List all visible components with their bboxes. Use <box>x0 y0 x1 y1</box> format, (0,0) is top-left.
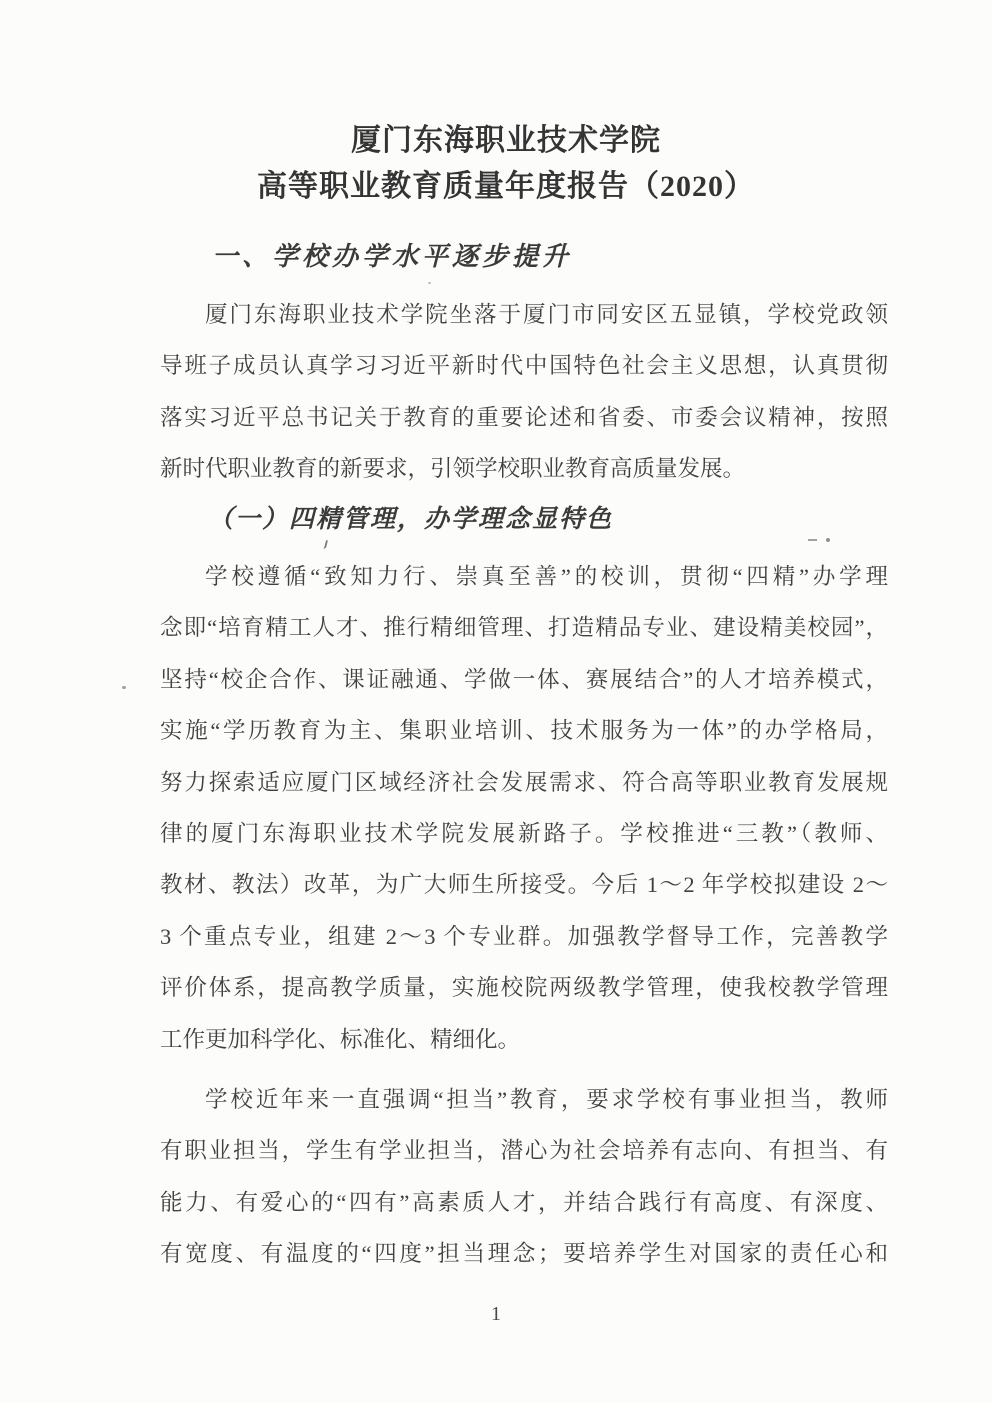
text-line: 能力、有爱心的“四有”高素质人才，并结合践行有高度、有深度、 <box>160 1189 888 1215</box>
text-line: 导班子成员认真学习习近平新时代中国特色社会主义思想，认真贯彻 <box>160 353 888 379</box>
text-line: 3 个重点专业，组建 2～3 个专业群。加强教学督导工作，完善教学 <box>160 923 888 949</box>
text-line: 教材、教法）改革，为广大师生所接受。今后 1～2 年学校拟建设 2～ <box>160 872 888 898</box>
report-title <box>20 118 992 210</box>
paragraph-3 <box>160 1074 888 1280</box>
scan-artifact-dot <box>826 538 830 542</box>
scan-artifact-dash <box>808 539 817 541</box>
text-line: 有宽度、有温度的“四度”担当理念；要培养学生对国家的责任心和 <box>160 1241 888 1267</box>
text-line: 律的厦门东海职业技术学院发展新路子。学校推进“三教”（教师、 <box>160 821 888 847</box>
text-line: 厦门东海职业技术学院坐落于厦门市同安区五显镇，学校党政领 <box>205 302 888 327</box>
report-title-line1: 厦门东海职业技术学院 <box>351 124 661 157</box>
text-line: 评价体系，提高教学质量，实施校院两级教学管理，使我校教学管理 <box>160 975 888 1001</box>
text-line: 工作更加科学化、标准化、精细化。 <box>160 1026 521 1052</box>
paragraph-1 <box>160 289 888 495</box>
text-line: 努力探索适应厦门区域经济社会发展需求、符合高等职业教育发展规 <box>160 769 888 795</box>
scan-artifact-dot <box>122 686 126 689</box>
page-number: 1 <box>491 1303 501 1325</box>
text-line: 新时代职业教育的新要求，引领学校职业教育高质量发展。 <box>160 456 746 482</box>
paragraph-2 <box>160 551 888 1065</box>
text-line: 落实习近平总书记关于教育的重要论述和省委、市委会议精神，按照 <box>160 404 888 430</box>
text-line: 念即“培育精工人才、推行精细管理、打造精品专业、建设精美校园”， <box>160 615 888 641</box>
scan-artifact-speck <box>428 282 431 284</box>
text-line: 实施“学历教育为主、集职业培训、技术服务为一体”的办学格局， <box>160 718 888 744</box>
report-title-line2: 高等职业教育质量年度报告（2020） <box>257 170 755 203</box>
text-line: 坚持“校企合作、课证融通、学做一体、赛展结合”的人才培养模式， <box>160 666 888 692</box>
section-heading: 一、学校办学水平逐步提升 <box>212 242 573 271</box>
text-line: 有职业担当，学生有学业担当，潜心为社会培养有志向、有担当、有 <box>160 1138 888 1164</box>
sub-section-heading: （一）四精管理，办学理念显特色 <box>208 506 614 533</box>
text-line: 学校近年来一直强调“担当”教育，要求学校有事业担当，教师 <box>205 1087 888 1112</box>
text-line: 学校遵循“致知力行、崇真至善”的校训，贯彻“四精”办学理 <box>205 564 888 589</box>
